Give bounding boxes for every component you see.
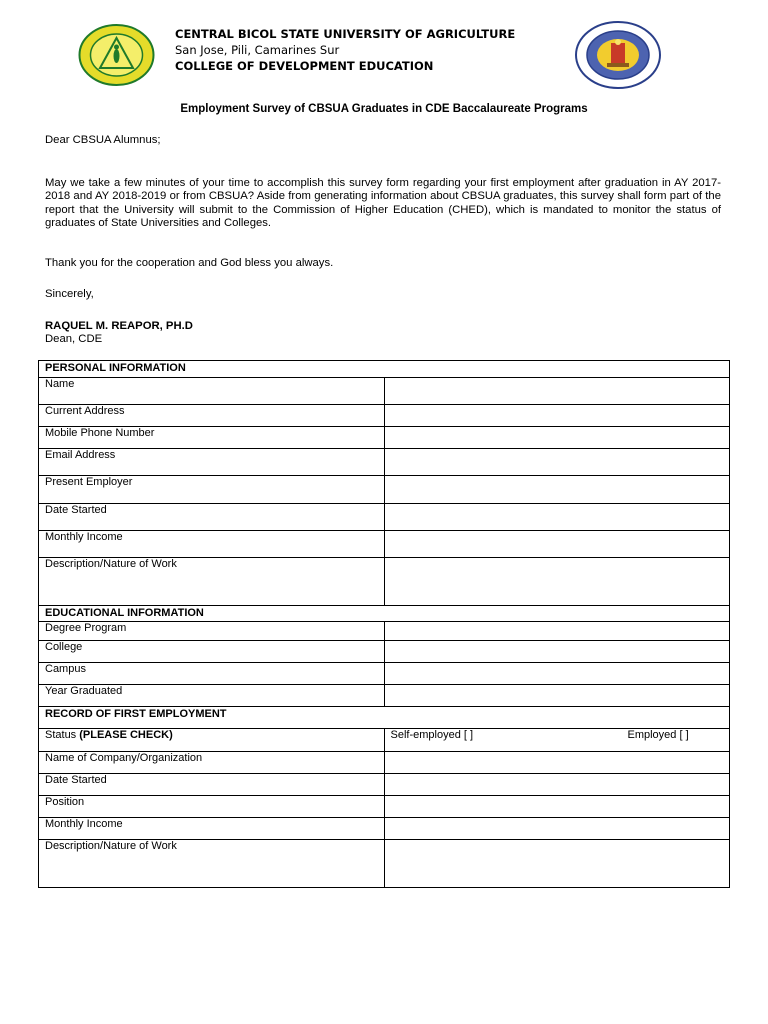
institution-header: [175, 26, 515, 74]
field-label-employment-work-description: Description/Nature of Work: [39, 840, 385, 888]
status-label: Status: [45, 729, 80, 741]
field-label-current-address: Current Address: [39, 405, 385, 427]
field-label-company-name: Name of Company/Organization: [39, 752, 385, 774]
field-input-employment-work-description[interactable]: [384, 840, 730, 888]
salutation: Dear CBSUA Alumnus;: [45, 134, 161, 146]
section-heading-educational: EDUCATIONAL INFORMATION: [39, 606, 730, 622]
section-heading-employment: RECORD OF FIRST EMPLOYMENT: [39, 707, 730, 729]
status-options: [384, 729, 730, 752]
field-label-status: [39, 729, 385, 752]
field-input-date-started[interactable]: [384, 504, 730, 531]
field-label-college: College: [39, 641, 385, 663]
field-label-email: Email Address: [39, 449, 385, 476]
field-input-name[interactable]: [384, 378, 730, 405]
letter-body: May we take a few minutes of your time to accomplish this survey form regarding your first employment after graduation in AY 2017-2018 and AY 2018-2019 or from CBSUA? Aside from generating information about CBSUA graduates, this survey shall form part of the report that the University will submit to the Commission of Higher Education (CHED), which is mandated to monitor the status of graduates of State Universities and Colleges.: [45, 177, 721, 230]
field-label-name: Name: [39, 378, 385, 405]
self-employed-checkbox[interactable]: Self-employed [ ]: [390, 729, 474, 741]
field-label-present-employer: Present Employer: [39, 476, 385, 504]
signer-title: Dean, CDE: [45, 333, 103, 345]
field-input-monthly-income[interactable]: [384, 531, 730, 558]
field-label-degree-program: Degree Program: [39, 622, 385, 641]
college-name: COLLEGE OF DEVELOPMENT EDUCATION: [175, 59, 434, 73]
field-label-date-started: Date Started: [39, 504, 385, 531]
closing: Sincerely,: [45, 288, 94, 300]
field-label-work-description: Description/Nature of Work: [39, 558, 385, 606]
status-hint: (PLEASE CHECK): [79, 729, 173, 741]
university-name: CENTRAL BICOL STATE UNIVERSITY OF AGRICULTURE: [175, 27, 516, 41]
university-seal-logo: [78, 24, 155, 86]
college-seal-logo: [574, 20, 662, 90]
field-label-campus: Campus: [39, 663, 385, 685]
field-input-college[interactable]: [384, 641, 730, 663]
field-input-present-employer[interactable]: [384, 476, 730, 504]
university-location: San Jose, Pili, Camarines Sur: [175, 43, 340, 57]
field-input-current-address[interactable]: [384, 405, 730, 427]
field-input-degree-program[interactable]: [384, 622, 730, 641]
thanks-line: Thank you for the cooperation and God bless you always.: [45, 257, 334, 269]
field-input-work-description[interactable]: [384, 558, 730, 606]
field-input-email[interactable]: [384, 449, 730, 476]
field-input-mobile-phone[interactable]: [384, 427, 730, 449]
field-label-mobile-phone: Mobile Phone Number: [39, 427, 385, 449]
field-input-employment-monthly-income[interactable]: [384, 818, 730, 840]
field-input-campus[interactable]: [384, 663, 730, 685]
field-input-position[interactable]: [384, 796, 730, 818]
field-label-employment-date-started: Date Started: [39, 774, 385, 796]
field-label-position: Position: [39, 796, 385, 818]
field-label-monthly-income: Monthly Income: [39, 531, 385, 558]
field-input-company-name[interactable]: [384, 752, 730, 774]
field-input-year-graduated[interactable]: [384, 685, 730, 707]
employed-checkbox[interactable]: Employed [ ]: [627, 729, 689, 741]
survey-title: Employment Survey of CBSUA Graduates in CDE Baccalaureate Programs: [180, 103, 588, 115]
section-heading-personal: PERSONAL INFORMATION: [39, 361, 730, 378]
field-label-year-graduated: Year Graduated: [39, 685, 385, 707]
field-input-employment-date-started[interactable]: [384, 774, 730, 796]
survey-form-table: [38, 360, 730, 888]
signer-name: RAQUEL M. REAPOR, PH.D: [45, 320, 193, 332]
field-label-employment-monthly-income: Monthly Income: [39, 818, 385, 840]
